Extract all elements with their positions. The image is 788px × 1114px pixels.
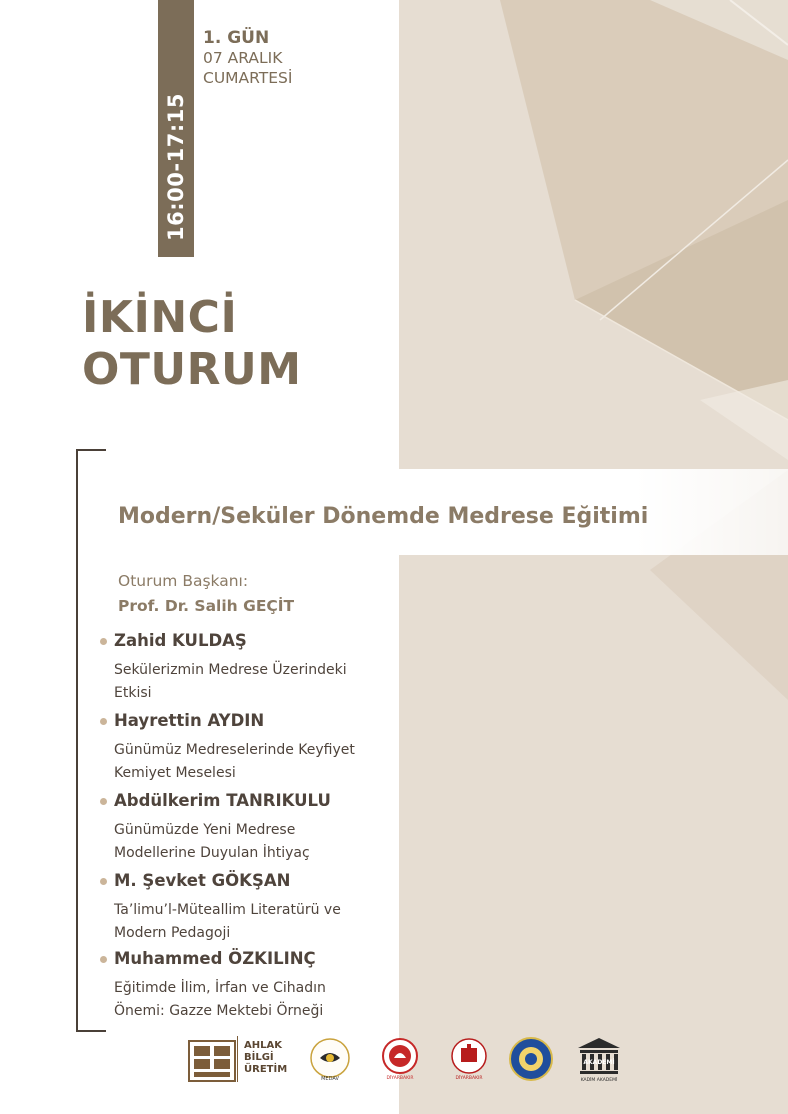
diyarbakir-muftulugu-logo xyxy=(378,1036,422,1082)
kadim-akademi-logo xyxy=(574,1036,624,1084)
speaker-topic-line: Ta’limu’l-Müteallim Literatürü ve xyxy=(114,902,341,918)
speaker-topic-line: Sekülerizmin Medrese Üzerindeki xyxy=(114,662,347,678)
bilgi-text: BİLGİ xyxy=(244,1052,274,1063)
speaker-topic-line: Kemiyet Meselesi xyxy=(114,765,236,781)
uretim-text: ÜRETİM xyxy=(244,1064,288,1075)
university-seal-logo xyxy=(508,1036,554,1082)
chair-name: Prof. Dr. Salih GEÇİT xyxy=(118,597,295,615)
session-title-line2: OTURUM xyxy=(82,344,302,395)
day-weekday: CUMARTESİ xyxy=(203,69,293,87)
session-title-line1: İKİNCİ xyxy=(82,292,238,343)
speaker-topic-line: Etkisi xyxy=(114,685,152,701)
speaker-topic-line: Günümüzde Yeni Medrese xyxy=(114,822,296,838)
speaker-topic xyxy=(114,899,414,945)
speaker-name: Muhammed ÖZKILINÇ xyxy=(114,949,316,968)
session-theme: Modern/Seküler Dönemde Medrese Eğitimi xyxy=(118,504,649,529)
ahlak-text: AHLAK xyxy=(244,1040,282,1051)
speaker-name: Zahid KULDAŞ xyxy=(114,631,247,650)
akademi-label: AKADEMİ xyxy=(583,1059,615,1066)
bullet-icon xyxy=(100,638,107,645)
session-time: 16:00-17:15 xyxy=(164,93,188,241)
bracket-vertical-line xyxy=(76,449,78,1032)
medav-label: MEDAV xyxy=(321,1076,339,1082)
artuklu-university-logo xyxy=(188,1040,236,1082)
speaker-topic-line: Önemi: Gazze Mektebi Örneği xyxy=(114,1003,324,1019)
speaker-topic xyxy=(114,977,414,1023)
diyarbakir-vakfi-label: DİYARBAKIR xyxy=(455,1076,483,1081)
day-info xyxy=(203,28,292,88)
bullet-icon xyxy=(100,956,107,963)
speaker-name: M. Şevket GÖKŞAN xyxy=(114,871,291,890)
kadim-akademi-label: KADİM AKADEMİ xyxy=(580,1078,618,1083)
diyarbakir-vakfi-logo xyxy=(444,1036,494,1082)
speaker-topic-line: Eğitimde İlim, İrfan ve Cihadın xyxy=(114,980,326,996)
bullet-icon xyxy=(100,798,107,805)
chair-label: Oturum Başkanı: xyxy=(118,572,249,590)
bullet-icon xyxy=(100,718,107,725)
speaker-topic-line: Modellerine Duyulan İhtiyaç xyxy=(114,845,310,861)
bullet-icon xyxy=(100,878,107,885)
logo-divider xyxy=(237,1036,238,1082)
session-title xyxy=(82,292,302,396)
bracket-top-line xyxy=(76,449,106,451)
day-date: 07 ARALIK xyxy=(203,49,283,67)
ahlak-bilgi-uretim-logo xyxy=(244,1040,287,1076)
speaker-name: Abdülkerim TANRIKULU xyxy=(114,791,331,810)
speaker-topic-line: Modern Pedagoji xyxy=(114,925,231,941)
speaker-name: Hayrettin AYDIN xyxy=(114,711,265,730)
speaker-topic-line: Günümüz Medreselerinde Keyfiyet xyxy=(114,742,355,758)
diyarbakir-muftulugu-label: DİYARBAKIR xyxy=(386,1076,414,1081)
speaker-topic xyxy=(114,739,414,785)
speaker-topic xyxy=(114,819,414,865)
day-title: 1. GÜN xyxy=(203,28,270,48)
speaker-topic xyxy=(114,659,414,705)
medav-logo xyxy=(308,1036,352,1082)
bracket-bottom-line xyxy=(76,1030,106,1032)
